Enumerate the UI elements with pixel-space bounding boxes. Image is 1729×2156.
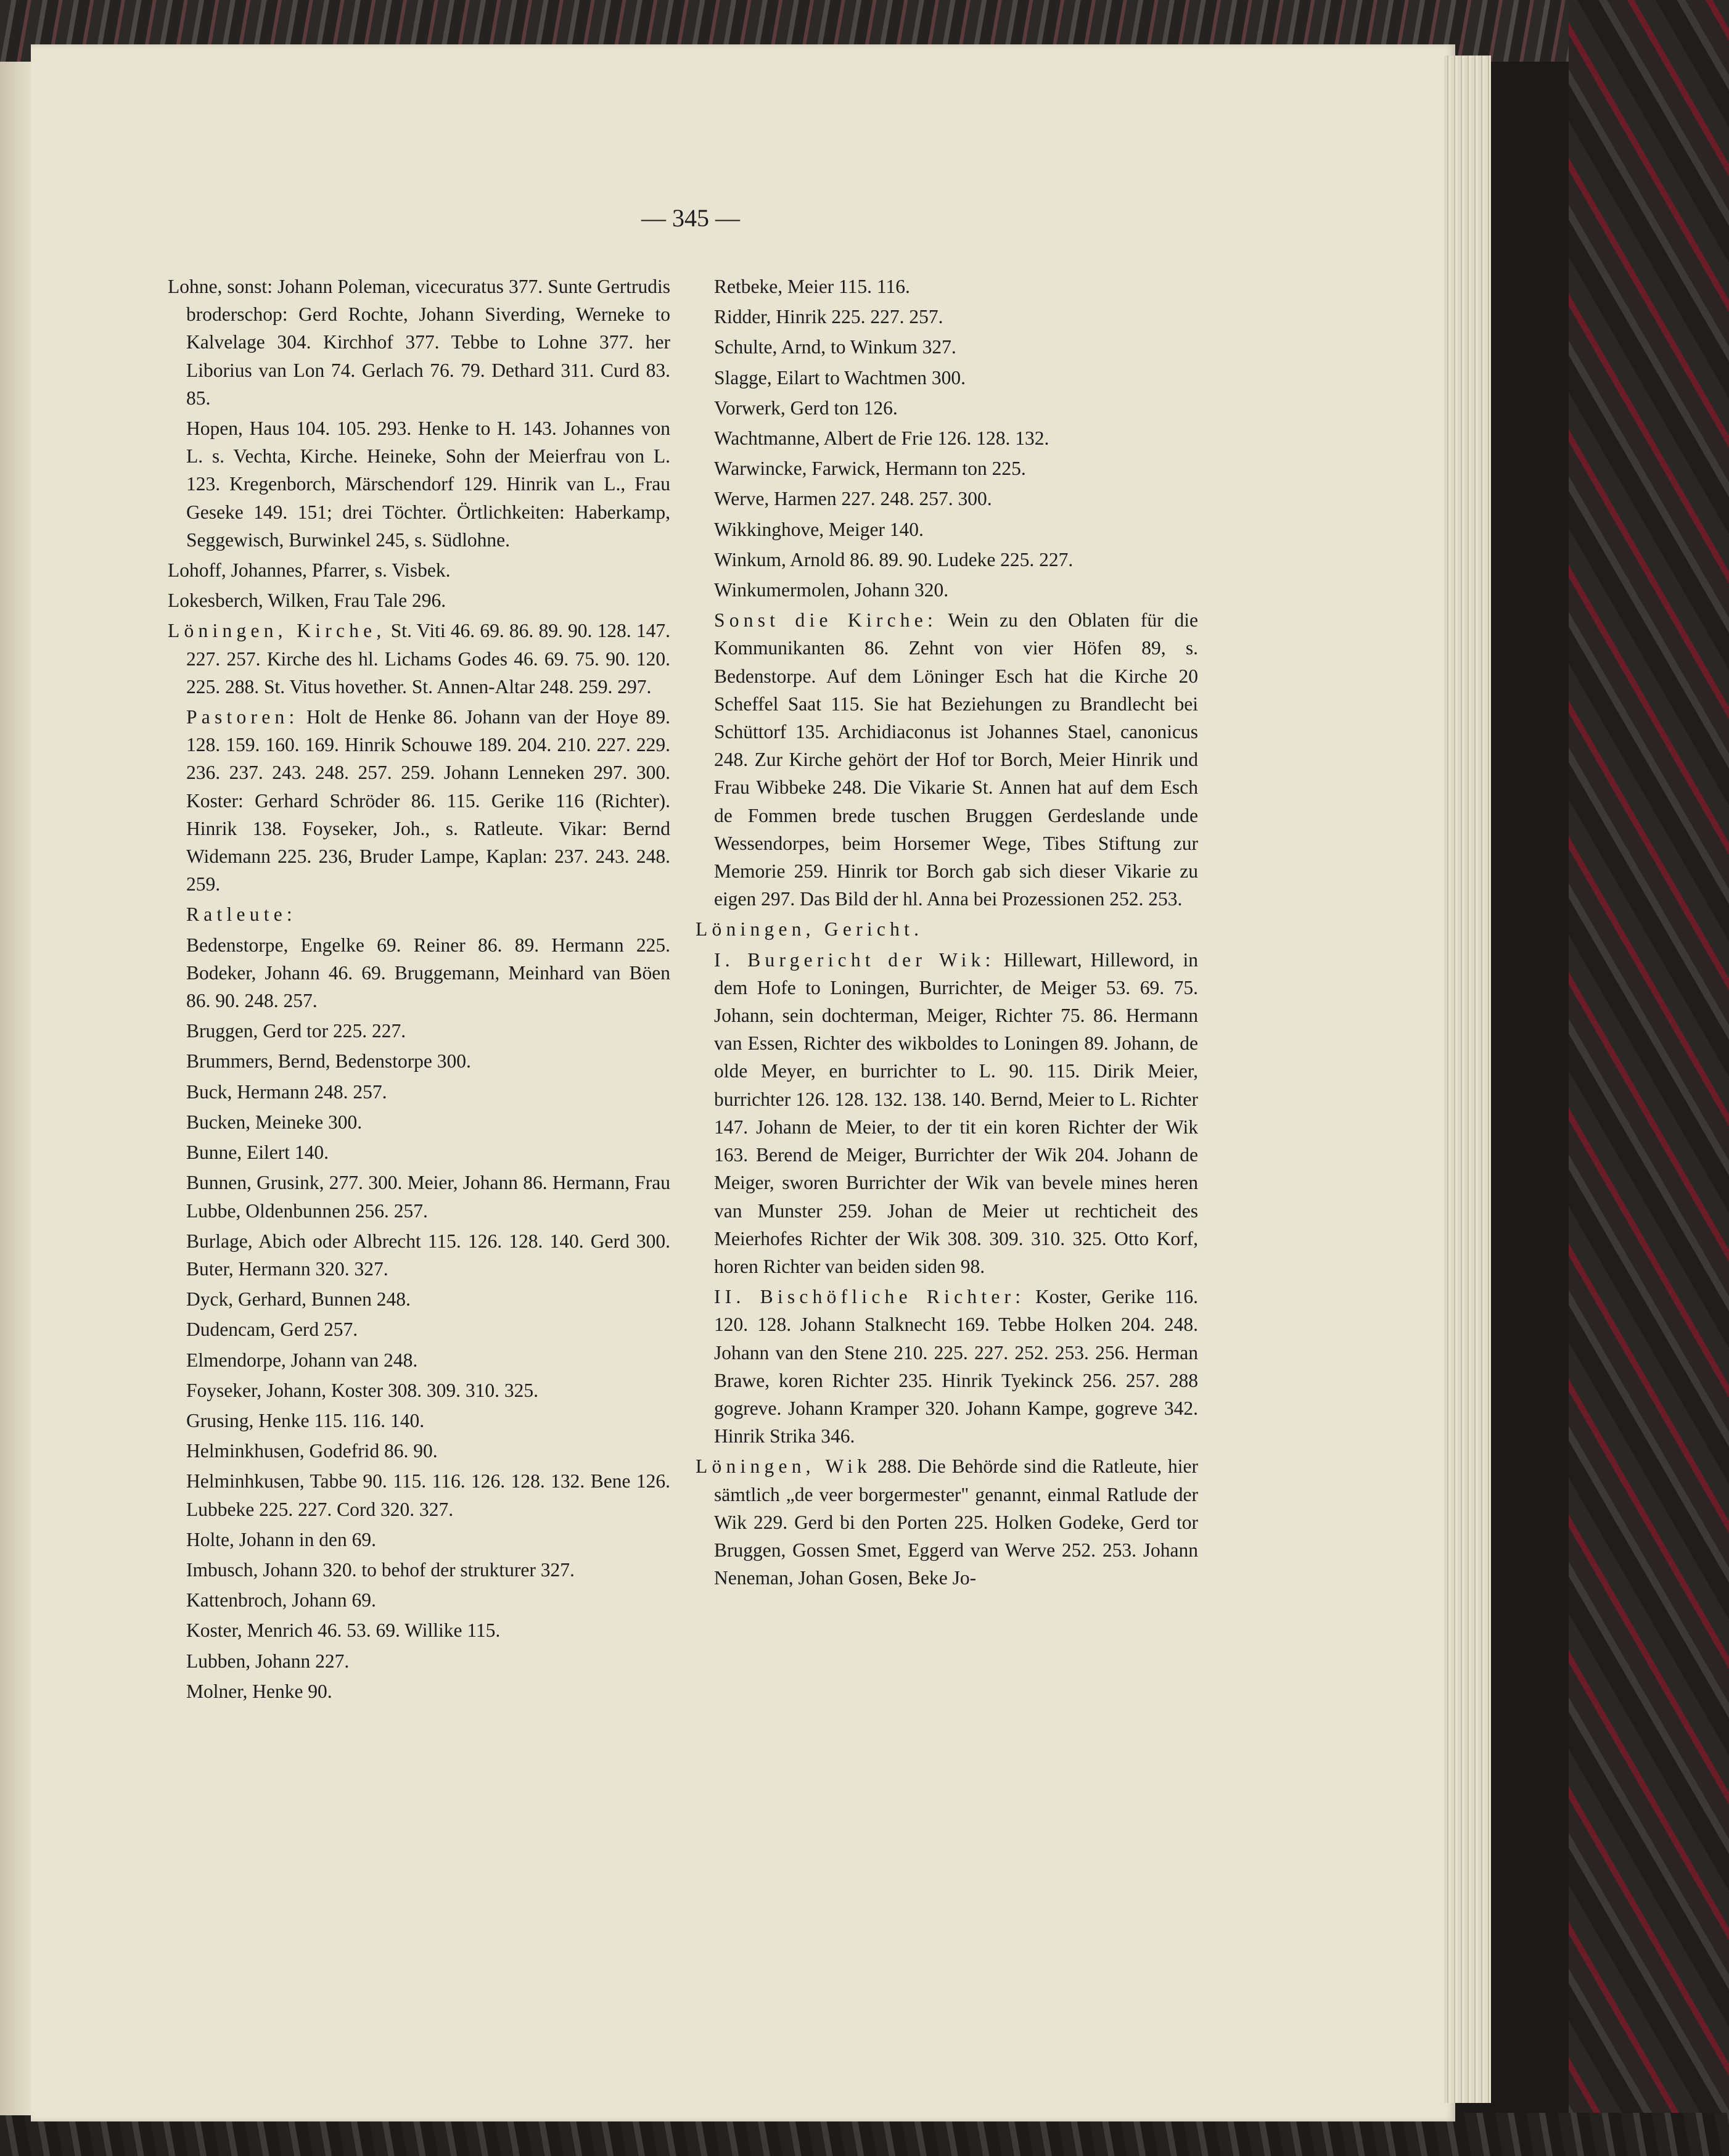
index-entry: [168, 1346, 670, 1374]
entry-text: Koster, Gerike 116. 120. 128. Johann Stalknecht 169. Tebbe Holken 204. 248. Johann van den Stene 210. 225. 227. 252. 253. 256. Herman Brawe, koren Richter 235. Hinrik Tyekinck 256. 257. 288 gogreve. Johann Kramper 320. Johann Kampe, gogreve 342. Hinrik Strika 346.: [714, 1286, 1198, 1447]
index-entry: [696, 364, 1198, 392]
entry-text: Wachtmanne, Albert de Frie 126. 128. 132.: [714, 427, 1049, 450]
entry-text: Winkumermolen, Johann 320.: [714, 579, 949, 601]
left-page-edge: [0, 62, 31, 2115]
entry-text: Dudencam, Gerd 257.: [186, 1319, 358, 1341]
index-entry: [168, 617, 670, 701]
entry-text: Ridder, Hinrik 225. 227. 257.: [714, 306, 943, 328]
index-entry: [696, 303, 1198, 331]
left-column: [168, 273, 670, 1705]
entry-text: Holte, Johann in den 69.: [186, 1528, 376, 1550]
book-binding-right: [1569, 0, 1729, 2156]
index-entry: [168, 1437, 670, 1465]
index-entry: [168, 703, 670, 898]
entry-text: Foyseker, Johann, Koster 308. 309. 310. 325.: [186, 1379, 538, 1401]
index-entry: [168, 1586, 670, 1614]
index-entry: [168, 1047, 670, 1075]
entry-text: Winkum, Arnold 86. 89. 90. Ludeke 225. 227.: [714, 548, 1074, 570]
entry-heading: Sonst die Kirche:: [714, 609, 938, 632]
entry-text: Helminkhusen, Godefrid 86. 90.: [186, 1440, 438, 1462]
entry-text: Vorwerk, Gerd ton 126.: [714, 397, 898, 419]
right-column: [696, 273, 1198, 1592]
entry-text: Helminhkusen, Tabbe 90. 115. 116. 126. 128. 132. Bene 126. Lubbeke 225. 227. Cord 320. 327.: [186, 1470, 670, 1520]
entry-text: Bucken, Meineke 300.: [186, 1111, 363, 1133]
index-entry: [168, 1647, 670, 1675]
index-entry: [696, 485, 1198, 512]
index-entry: [696, 606, 1198, 913]
entry-text: 288. Die Behörde sind die Ratleute, hier sämtlich „de veer borgermester" genannt, einmal Ratlude der Wik 229. Gerd bi den Porten 225. Holken Godeke, Gerd tor Bruggen, Gossen Smet, Eggerd van Werve 252. 253. Johann Neneman, Johan Gosen, Beke Jo-: [714, 1455, 1199, 1589]
index-entry: [696, 1283, 1198, 1450]
index-entry: [696, 576, 1198, 604]
entry-text: Hillewart, Hilleword, in dem Hofe to Loningen, Burrichter, de Meiger 53. 69. 75. Johann, sein dochterman, Meiger, Richter 75. 86. Hermann van Essen, Richter des wikboldes to Loningen 89. Johann, de olde Meyer, en burrichter to L. 90. 115. Dirik Meier, burrichter 126. 128. 132. 138. 140. Bernd, Meier to L. Richter 147. Johann de Meier, to der tit ein koren Richter der Wik 163. Berend de Meiger, Burrichter der Wik 204. Johann de Meiger, sworen Burrichter der Wik van bevele mines heren van Munster 259. Johan de Meier ut rechticheit des Meierhofes Richter der Wik 308. 309. 310. 325. Otto Korf, horen Richter van beiden siden 98.: [714, 948, 1198, 1277]
index-entry: [168, 1138, 670, 1166]
index-entry: [168, 1407, 670, 1434]
entry-heading: Pastoren:: [186, 706, 299, 728]
entry-text: Dyck, Gerhard, Bunnen 248.: [186, 1288, 411, 1310]
entry-text: Wikkinghove, Meiger 140.: [714, 518, 924, 540]
entry-heading: Ratleute:: [186, 903, 297, 926]
index-entry: [168, 586, 670, 614]
index-entry: [168, 1285, 670, 1313]
index-entry: [696, 455, 1198, 482]
entry-text: Werve, Harmen 227. 248. 257. 300.: [714, 488, 992, 510]
entry-heading: Löningen, Kirche,: [168, 620, 386, 642]
entry-text: Holt de Henke 86. Johann van der Hoye 89. 128. 159. 160. 169. Hinrik Schouwe 189. 204. 210. 227. 229. 236. 237. 243. 248. 257. 259. Johann Lenneken 297. 300. Koster: Gerhard Schröder 86. 115. Gerike 116 (Richter). Hinrik 138. Foyseker, Joh., s. Ratleute. Vikar: Bernd Widemann 225. 236, Bruder Lampe, Kaplan: 237. 243. 248. 259.: [186, 706, 670, 895]
entry-heading: Löningen, Gericht.: [696, 918, 924, 940]
entry-text: Lubben, Johann 227.: [186, 1650, 350, 1672]
entry-text: Lohne, sonst: Johann Poleman, vicecuratus 377. Sunte Gertrudis broderschop: Gerd Rochte, Johann Siverding, Werneke to Kalvelage 304. Kirchhof 377. Tebbe to Lohne 377. her Liborius van Lon 74. Gerlach 76. 79. Dethard 311. Curd 83. 85.: [168, 276, 670, 409]
entry-text: Kattenbroch, Johann 69.: [186, 1589, 376, 1611]
entry-text: Molner, Henke 90.: [186, 1680, 332, 1702]
entry-text: Burlage, Abich oder Albrecht 115. 126. 128. 140. Gerd 300. Buter, Hermann 320. 327.: [186, 1230, 670, 1280]
entry-text: Hopen, Haus 104. 105. 293. Henke to H. 143. Johannes von L. s. Vechta, Kirche. Heineke, Sohn der Meierfrau von L. 123. Kregenborch, Märschendorf 129. Hinrik van L., Frau Geseke 149. 151; drei Töchter. Örtlichkeiten: Haberkamp, Seggewisch, Burwinkel 245, s. Südlohne.: [186, 418, 670, 551]
index-entry: [168, 1108, 670, 1136]
index-entry: [168, 556, 670, 584]
page-edges: [1444, 56, 1491, 2103]
index-entry: [696, 546, 1198, 574]
entry-text: Wein zu den Oblaten für die Kommunikanten 86. Zehnt von vier Höfen 89, s. Bedenstorpe. Auf dem Löninger Esch hat die Kirche 20 Scheffel Saat 115. Sie hat Beziehungen zu Brandlecht bei Schüttorf 135. Archidiaconus ist Johannes Stael, canonicus 248. Zur Kirche gehört der Hof tor Borch, Meier Hinrik und Frau Wibbeke 248. Die Vikarie St. Annen hat auf dem Esch de Fommen brede tuschen Bruggen Gerdeslande unde Wessendorpes, beim Horsemer Wege, Tibes Stiftung zur Memorie 259. Hinrik tor Borch gab sich dieser Vikarie zu eigen 297. Das Bild der hl. Anna bei Prozessionen 252. 253.: [714, 609, 1198, 910]
entry-text: Elmendorpe, Johann van 248.: [186, 1349, 418, 1371]
entry-text: Koster, Menrich 46. 53. 69. Willike 115.: [186, 1619, 501, 1642]
entry-text: Bedenstorpe, Engelke 69. Reiner 86. 89. Hermann 225. Bodeker, Johann 46. 69. Bruggemann, Meinhard van Böen 86. 90. 248. 257.: [186, 934, 670, 1012]
index-entry: [168, 1467, 670, 1523]
index-entry: [696, 273, 1198, 300]
index-entry: [696, 333, 1198, 361]
index-entry: [168, 931, 670, 1015]
index-entry: [696, 946, 1198, 1280]
entry-text: Bruggen, Gerd tor 225. 227.: [186, 1020, 406, 1042]
entry-text: Retbeke, Meier 115. 116.: [714, 276, 910, 297]
index-entry: [168, 1526, 670, 1553]
index-entry: [168, 1616, 670, 1644]
index-entry: [168, 1315, 670, 1343]
entry-text: Buck, Hermann 248. 257.: [186, 1080, 387, 1103]
index-entry: [168, 1556, 670, 1584]
index-entry: [168, 414, 670, 554]
entry-text: St. Viti 46. 69. 86. 89. 90. 128. 147. 227. 257. Kirche des hl. Lichams Godes 46. 69. 75. 90. 120. 225. 288. St. Vitus hovether. St. Annen-Altar 248. 259. 297.: [186, 620, 670, 697]
entry-text: Imbusch, Johann 320. to behof der strukturer 327.: [186, 1558, 575, 1581]
entry-text: Lokesberch, Wilken, Frau Tale 296.: [168, 590, 446, 612]
entry-text: Bunnen, Grusink, 277. 300. Meier, Johann 86. Hermann, Frau Lubbe, Oldenbunnen 256. 257.: [186, 1172, 670, 1222]
index-entry: [168, 1169, 670, 1224]
entry-text: Bunne, Eilert 140.: [186, 1142, 329, 1164]
entry-text: Grusing, Henke 115. 116. 140.: [186, 1409, 425, 1431]
page-number: — 345 —: [641, 204, 740, 232]
entry-text: Warwincke, Farwick, Hermann ton 225.: [714, 458, 1026, 480]
index-entry: [168, 1677, 670, 1705]
index-entry: [168, 900, 670, 928]
index-entry: [168, 1227, 670, 1283]
index-entry: [696, 394, 1198, 422]
index-entry: [696, 1452, 1198, 1592]
entry-text: Schulte, Arnd, to Winkum 327.: [714, 336, 956, 358]
index-entry: [168, 273, 670, 412]
entry-heading: II. Bischöfliche Richter:: [714, 1286, 1025, 1308]
index-entry: [168, 1376, 670, 1404]
entry-heading: I. Burgericht der Wik:: [714, 948, 995, 971]
entry-text: Lohoff, Johannes, Pfarrer, s. Visbek.: [168, 559, 451, 582]
index-entry: [696, 516, 1198, 543]
entry-text: Slagge, Eilart to Wachtmen 300.: [714, 366, 966, 389]
index-entry: [696, 424, 1198, 452]
entry-text: Brummers, Bernd, Bedenstorpe 300.: [186, 1050, 471, 1072]
index-entry: [168, 1078, 670, 1106]
entry-heading: Löningen, Wik: [696, 1455, 872, 1478]
index-entry: [696, 915, 1198, 943]
index-entry: [168, 1017, 670, 1045]
